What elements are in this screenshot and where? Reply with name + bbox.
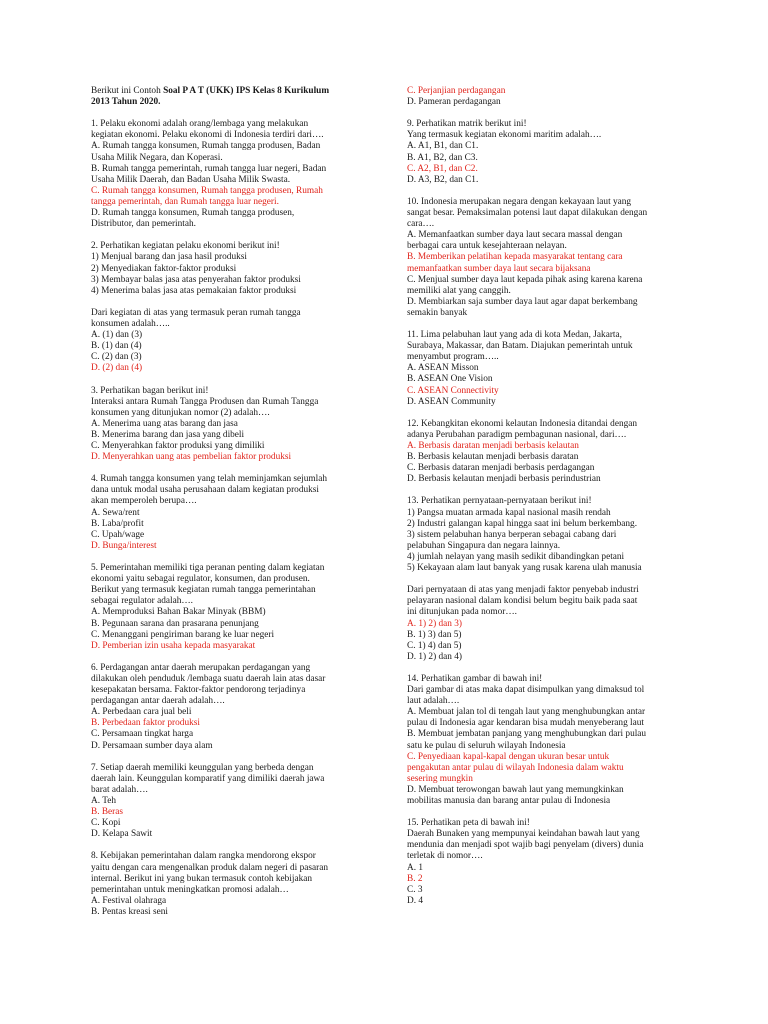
text-line: B. 1) 3) dan 5) <box>407 629 462 640</box>
text-line: 14. Perhatikan gambar di bawah ini! <box>407 673 543 684</box>
text-line: 1. Pelaku ekonomi adalah orang/lembaga yang melakukan <box>91 119 309 130</box>
text-line: mobilitas manusia dan barang antar pulau di Indonesia <box>407 796 611 806</box>
text-line: D. Membuat terowongan bawah laut yang memungkinkan <box>407 784 624 795</box>
answer-key-line: C. ASEAN Connectivity <box>407 385 499 396</box>
text-line: C. Menanggani pengiriman barang ke luar negeri <box>91 629 275 640</box>
text-line: B. Pentas kreasi seni <box>91 906 168 917</box>
text-line: C. Menjual sumber daya laut kepada pihak asing karena karena <box>407 274 643 285</box>
text-line: A. Festival olahraga <box>91 895 167 906</box>
text-line: konsumen yang ditunjukan nomor (2) adalah…. <box>91 407 270 418</box>
answer-key-line: B. 2 <box>407 873 423 884</box>
paragraph-spacer <box>91 297 381 308</box>
text-line: 6. Perdagangan antar daerah merupakan perdagangan yang <box>91 662 311 673</box>
paragraph-spacer <box>407 485 699 496</box>
answer-key-line: D. (2) dan (4) <box>91 363 143 374</box>
text-line: berbagai cara untuk kesejahteraan nelayan. <box>407 241 567 252</box>
text-line: 15. Perhatikan peta di bawah ini! <box>407 818 530 829</box>
text-line: akan memperoleh berupa…. <box>91 496 197 507</box>
text-line: sangat besar. Pemaksimalan potensi laut dapat dilakukan dengan <box>407 208 648 219</box>
text-line: B. A1, B2, dan C3. <box>407 152 478 163</box>
answer-key-line: C. Penyediaan kapal-kapal dengan ukuran besar untuk <box>407 751 610 762</box>
text-line: C. Berbasis dataran menjadi berbasis perdagangan <box>407 463 595 474</box>
text-line: Usaha Milik Daerah, dan Badan Usaha Milik Swasta. <box>91 174 291 185</box>
text-line: kesepakatan bersama. Faktor-faktor pendorong terjadinya <box>91 685 306 696</box>
text-line: cara…. <box>407 219 435 230</box>
text-line <box>91 86 381 97</box>
text-line: A. Teh <box>91 796 116 806</box>
paragraph-spacer <box>91 230 381 241</box>
text-line: pelayaran nasional dalam kondisi belum begitu baik pada saat <box>407 596 638 607</box>
text-line: pelabuhan Singapura dan negara lainnya. <box>407 540 561 551</box>
text-line: konsumen adalah….. <box>91 318 170 329</box>
text-line: D. Berbasis kelautan menjadi berbasis perindustrian <box>407 474 601 485</box>
text-line: 13. Perhatikan pernyataan-pernyataan berikut ini! <box>407 496 592 507</box>
text-line: A. Menerima uang atas barang dan jasa <box>91 418 238 429</box>
text-line: Yang termasuk kegiatan ekonomi maritim adalah…. <box>407 130 602 141</box>
text-line: 7. Setiap daerah memiliki keunggulan yang berbeda dengan <box>91 762 314 773</box>
text-line: 4) jumlah nelayan yang masih sedikit dibandingkan petani <box>407 551 625 562</box>
text-line: C. 1) 4) dan 5) <box>407 640 462 651</box>
right-column <box>407 86 699 907</box>
text-line: 2. Perhatikan kegiatan pelaku ekonomi berikut ini! <box>91 241 280 252</box>
text-line: satu ke pulau di seluruh wilayah Indonesia <box>407 740 566 751</box>
text-line: 2) Industri galangan kapal hingga saat ini belum berkembang. <box>407 518 638 529</box>
text-line: 10. Indonesia merupakan negara dengan kekayaan laut yang <box>407 196 632 207</box>
text-line: perdagangan antar daerah adalah…. <box>91 696 225 707</box>
text-line: D. Persamaan sumber daya alam <box>91 740 213 751</box>
text-line: pemerintahan untuk meningkatkan promosi adalah… <box>91 884 289 895</box>
text-line: C. Persamaan tingkat harga <box>91 729 194 740</box>
paragraph-spacer <box>407 574 699 585</box>
answer-key-line: C. Rumah tangga konsumen, Rumah tangga produsen, Rumah <box>91 185 323 196</box>
text-line: A. (1) dan (3) <box>91 330 143 341</box>
text-line: memiliki alat yang canggih. <box>407 285 511 296</box>
text-line: A. ASEAN Misson <box>407 363 479 374</box>
text-line: yaitu dengan cara mengenalkan produk dalam negeri di pasaran <box>91 862 328 873</box>
paragraph-spacer <box>91 374 381 385</box>
text-line: adanya Perubahan paradigm pembagunan nasional, dari…. <box>407 429 627 440</box>
text-line: B. Membuat jembatan panjang yang menghubungkan dari pulau <box>407 729 647 740</box>
text-line: Surabaya, Makassar, dan Batam. Diajukan pemerintah untuk <box>407 341 633 352</box>
paragraph-spacer <box>407 108 699 119</box>
text-line: 2013 Tahun 2020. <box>91 97 161 108</box>
paragraph-spacer <box>91 463 381 474</box>
text-line: B. Rumah tangga pemerintah, rumah tangga luar negeri, Badan <box>91 163 327 174</box>
answer-key-line: B. Perbedaan faktor produksi <box>91 718 200 729</box>
text-line: D. Kelapa Sawit <box>91 829 153 840</box>
text-line: laut adalah…. <box>407 696 460 707</box>
text-line: 5. Pemerintahan memiliki tiga peranan penting dalam kegiatan <box>91 563 325 574</box>
left-column <box>91 86 381 918</box>
answer-key-line: B. Beras <box>91 807 124 818</box>
text-line: 4. Rumah tangga konsumen yang telah meminjamkan sejumlah <box>91 474 327 485</box>
text-line: A. Sewa/rent <box>91 507 140 518</box>
text-line: 11. Lima pelabuhan laut yang ada di kota Medan, Jakarta, <box>407 330 622 341</box>
text-line: A. Rumah tangga konsumen, Rumah tangga produsen, Badan <box>91 141 321 152</box>
text-line: 3) Membayar balas jasa atas penyerahan faktor produksi <box>91 274 301 285</box>
text-line: D. A3, B2, dan C1. <box>407 174 479 185</box>
text-line: Dari kegiatan di atas yang termasuk peran rumah tangga <box>91 307 301 318</box>
text-line: Dari pernyataan di atas yang menjadi faktor penyebab industri <box>407 585 639 596</box>
text-line: A. Membuat jalan tol di tengah laut yang menghubungkan antar <box>407 707 646 718</box>
text-line: menyambut program….. <box>407 352 499 363</box>
text-line: D. Pameran perdagangan <box>407 97 501 108</box>
text-line: C. 3 <box>407 884 423 895</box>
text-line: D. Membiarkan saja sumber daya laut agar dapat berkembang <box>407 296 638 307</box>
text-line: C. (2) dan (3) <box>91 352 142 363</box>
answer-key-line: C. Perjanjian perdagangan <box>407 86 506 96</box>
intro-title: Soal P A T (UKK) IPS Kelas 8 Kurikulum <box>163 86 330 96</box>
text-line: 8. Kebijakan pemerintahan dalam rangka mendorong ekspor <box>91 851 316 862</box>
text-line: mendunia dan menjadi spot wajib bagi penyelam (divers) dunia <box>407 840 644 851</box>
text-line: B. Berbasis kelautan menjadi berbasis daratan <box>407 452 579 463</box>
text-line: C. Menyerahkan faktor produksi yang dimiliki <box>91 441 265 451</box>
text-line: 4) Menerima balas jasa atas pemakaian faktor produksi <box>91 285 297 296</box>
text-line: D. 4 <box>407 895 424 906</box>
text-line: barat adalah…. <box>91 784 148 795</box>
answer-key-line: D. Bunga/interest <box>91 540 157 551</box>
text-line: 1) Pangsa muatan armada kapal nasional masih rendah <box>407 507 611 518</box>
text-line: 3. Perhatikan bagan berikut ini! <box>91 385 209 396</box>
answer-key-line: D. Menyerahkan uang atas pembelian faktor produksi <box>91 452 292 463</box>
text-line: dilakukan oleh penduduk /lembaga suatu daerah lain atas dasar <box>91 673 326 684</box>
text-line: 1) Menjual barang dan jasa hasil produksi <box>91 252 247 263</box>
text-line: pulau di Indonesia agar kendaran bisa mudah menyeberang laut <box>407 718 644 729</box>
text-line: A. Perbedaan cara jual beli <box>91 707 192 718</box>
text-line: B. Laba/profit <box>91 518 144 529</box>
answer-key-line: memanfaatkan sumber daya laut secara bijaksana <box>407 263 591 274</box>
text-line: semakin banyak <box>407 307 468 318</box>
text-line: C. Kopi <box>91 818 121 829</box>
answer-key-line: D. Pemberian izin usaha kepada masyarakat <box>91 640 256 651</box>
text-line: Distributor, dan pemerintah. <box>91 219 196 230</box>
text-line: D. ASEAN Community <box>407 396 496 407</box>
text-line: ekonomi yaitu sebagai regulator, konsumen, dan produsen. <box>91 574 310 585</box>
text-line: ini ditunjukan pada nomor…. <box>407 607 517 618</box>
answer-key-line: A. 1) 2) dan 3) <box>407 618 462 629</box>
text-line: A. Memproduksi Bahan Bakar Minyak (BBM) <box>91 607 266 618</box>
answer-key-line: C. A2, B1, dan C2. <box>407 163 478 174</box>
text-line: D. 1) 2) dan 4) <box>407 651 462 662</box>
text-line: A. A1, B1, dan C1. <box>407 141 479 152</box>
paragraph-spacer <box>407 319 699 330</box>
text-line: Berikut yang termasuk kegiatan rumah tangga pemerintahan <box>91 585 316 596</box>
paragraph-spacer <box>407 807 699 818</box>
paragraph-spacer <box>407 186 699 197</box>
text-line: daerah lain. Keunggulan komparatif yang dimiliki daerah jawa <box>91 773 325 784</box>
text-line: B. Menerima barang dan jasa yang dibeli <box>91 429 245 440</box>
paragraph-spacer <box>407 663 699 674</box>
text-line: 2) Menyediakan faktor-faktor produksi <box>91 263 237 274</box>
text-line: kegiatan ekonomi. Pelaku ekonomi di Indonesia terdiri dari…. <box>91 130 324 141</box>
intro-prefix: Berikut ini Contoh <box>91 86 164 96</box>
text-line: A. Memanfaatkan sumber daya laut secara massal dengan <box>407 230 623 241</box>
text-line: C. Upah/wage <box>91 529 145 540</box>
text-line: Daerah Bunaken yang mempunyai keindahan bawah laut yang <box>407 829 640 840</box>
text-line: Dari gambar di atas maka dapat disimpulkan yang dimaksud tol <box>407 685 645 696</box>
text-line: sebagai regulator adalah…. <box>91 596 193 607</box>
paragraph-spacer <box>91 108 381 119</box>
text-line: B. (1) dan (4) <box>91 341 142 352</box>
paragraph-spacer <box>91 840 381 851</box>
text-line: terletak di nomor…. <box>407 851 483 862</box>
text-line: A. 1 <box>407 862 424 873</box>
text-line: B. Pegunaan sarana dan prasarana penunjang <box>91 618 259 629</box>
text-line: dana untuk modal usaha perusahaan dalam kegiatan produksi <box>91 485 319 496</box>
answer-key-line: sesering mungkin <box>407 773 473 784</box>
text-line: 9. Perhatikan matrik berikut ini! <box>407 119 527 130</box>
paragraph-spacer <box>407 408 699 419</box>
text-line: internal. Berikut ini yang bukan termasuk contoh kebijakan <box>91 873 313 884</box>
text-line: 12. Kebangkitan ekonomi kelautan Indonesia ditandai dengan <box>407 418 638 429</box>
paragraph-spacer <box>91 652 381 663</box>
text-line: 5) Kekayaan alam laut banyak yang rusak karena ulah manusia <box>407 563 642 574</box>
paragraph-spacer <box>91 552 381 563</box>
text-line: Interaksi antara Rumah Tangga Produsen dan Rumah Tangga <box>91 396 319 407</box>
text-line: B. ASEAN One Vision <box>407 374 493 385</box>
answer-key-line: pengakutan antar pulau di wilayah Indonesia dalam waktu <box>407 762 624 773</box>
text-line: 3) sistem pelabuhan hanya berperan sebagai cabang dari <box>407 529 617 540</box>
text-line: Usaha Milik Negara, dan Koperasi. <box>91 152 223 163</box>
answer-key-line: tangga pemerintah, dan Rumah tangga luar negeri. <box>91 196 279 207</box>
answer-key-line: B. Memberikan pelatihan kepada masyarakat tentang cara <box>407 252 623 263</box>
paragraph-spacer <box>91 752 381 763</box>
text-line: D. Rumah tangga konsumen, Rumah tangga produsen, <box>91 208 295 219</box>
answer-key-line: A. Berbasis daratan menjadi berbasis kelautan <box>407 441 579 451</box>
